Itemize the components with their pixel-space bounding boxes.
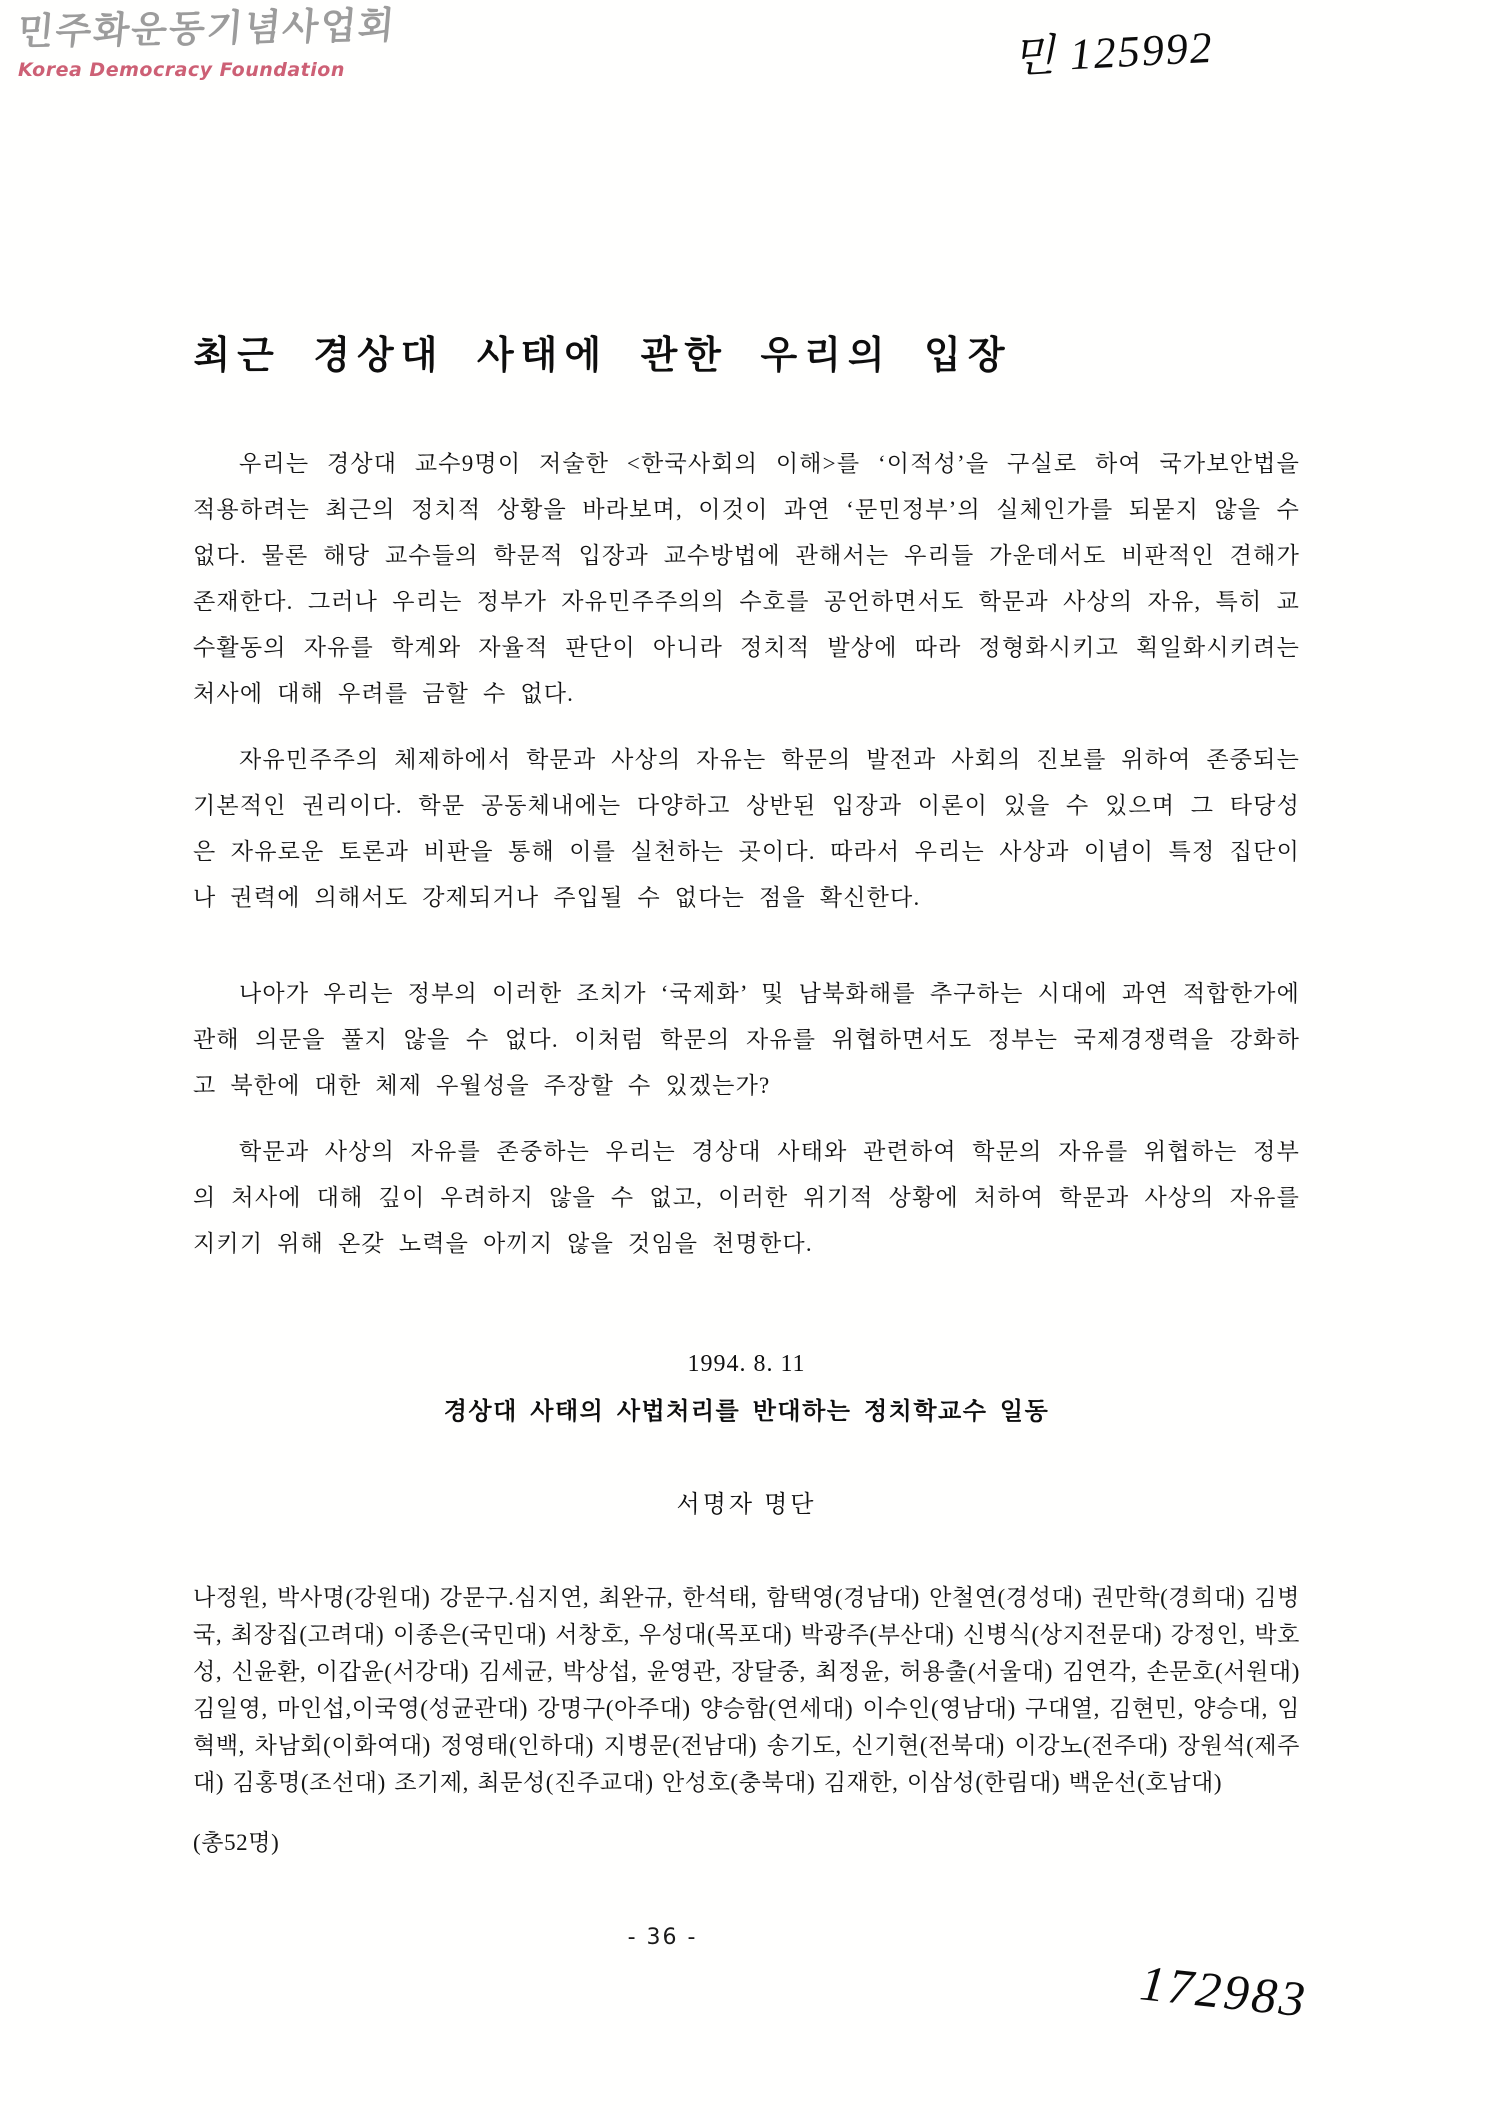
body-paragraph-1: 우리는 경상대 교수9명이 저술한 <한국사회의 이해>를 ‘이적성’을 구실로 하여 국가보안법을 적용하려는 최근의 정치적 상황을 바라보며, 이것이 과연 ‘문민정부’의 실체인가를 되묻지 않을 수 없다. 물론 해당 교수들의 학문적 입장과 교수방법에 관해서는 우리들 가운데서도 비판적인 견해가 존재한다. 그러나 우리는 정부가 자유민주주의의 수호를 공언하면서도 학문과 사상의 자유, 특히 교수활동의 자유를 학계와 자율적 판단이 아니라 정치적 발상에 따라 정형화시키고 획일화시키려는 처사에 대해 우려를 금할 수 없다. — [193, 450, 1300, 706]
foundation-logo-english: Korea Democracy Foundation — [18, 58, 345, 81]
foundation-logo-korean: 민주화운동기념사업회 — [15, 5, 398, 54]
body-paragraph-3: 나아가 우리는 정부의 이러한 조치가 ‘국제화’ 및 남북화해를 추구하는 시대에 과연 적합한가에 관해 의문을 풀지 않을 수 없다. 이처럼 학문의 자유를 위협하면서도 정부는 국제경쟁력을 강화하고 북한에 대한 체제 우월성을 주장할 수 있겠는가? — [193, 980, 1300, 1098]
letterhead — [15, 5, 398, 81]
handwritten-archive-number: 172983 — [1137, 1954, 1311, 2028]
signers-section-heading: 서명자 명단 — [676, 1491, 817, 1518]
document-title: 최근 경상대 사태에 관한 우리의 입장 — [193, 335, 1012, 377]
signers-total-count: (총52명) — [193, 1829, 280, 1855]
document-body — [193, 333, 1300, 1950]
signatory-group-name: 경상대 사태의 사법처리를 반대하는 정치학교수 일동 — [443, 1398, 1050, 1425]
handwritten-registry-number: 민 125992 — [1011, 22, 1215, 83]
page-number: - 36 - — [627, 1924, 698, 1950]
document-date: 1994. 8. 11 — [687, 1350, 806, 1377]
body-paragraph-2: 자유민주주의 체제하에서 학문과 사상의 자유는 학문의 발전과 사회의 진보를 위하여 존중되는 기본적인 권리이다. 학문 공동체내에는 다양하고 상반된 입장과 이론이 있을 수 있으며 그 타당성은 자유로운 토론과 비판을 통해 이를 실천하는 곳이다. 따라서 우리는 사상과 이념이 특정 집단이나 권력에 의해서도 강제되거나 주입될 수 없다는 점을 확신한다. — [193, 746, 1300, 910]
signers-name-list: 나정원, 박사명(강원대) 강문구.심지연, 최완규, 한석태, 함택영(경남대) 안철연(경성대) 권만학(경희대) 김병국, 최장집(고려대) 이종은(국민대) 서창호, 우성대(목포대) 박광주(부산대) 신병식(상지전문대) 강정인, 박호성, 신윤환, 이갑윤(서강대) 김세균, 박상섭, 윤영관, 장달중, 최정윤, 허용출(서울대) 김연각, 손문호(서원대) 김일영, 마인섭,이국영(성균관대) 강명구(아주대) 양승함(연세대) 이수인(영남대) 구대열, 김현민, 양승대, 임혁백, 차남회(이화여대) 정영태(인하대) 지병문(전남대) 송기도, 신기현(전북대) 이강노(전주대) 장원석(제주대) 김홍명(조선대) 조기제, 최문성(진주교대) 안성호(충북대) 김재한, 이삼성(한림대) 백운선(호남대) — [193, 1584, 1300, 1795]
body-paragraph-4: 학문과 사상의 자유를 존중하는 우리는 경상대 사태와 관련하여 학문의 자유를 위협하는 정부의 처사에 대해 깊이 우려하지 않을 수 없고, 이러한 위기적 상황에 처하여 학문과 사상의 자유를 지키기 위해 온갖 노력을 아끼지 않을 것임을 천명한다. — [193, 1138, 1300, 1256]
